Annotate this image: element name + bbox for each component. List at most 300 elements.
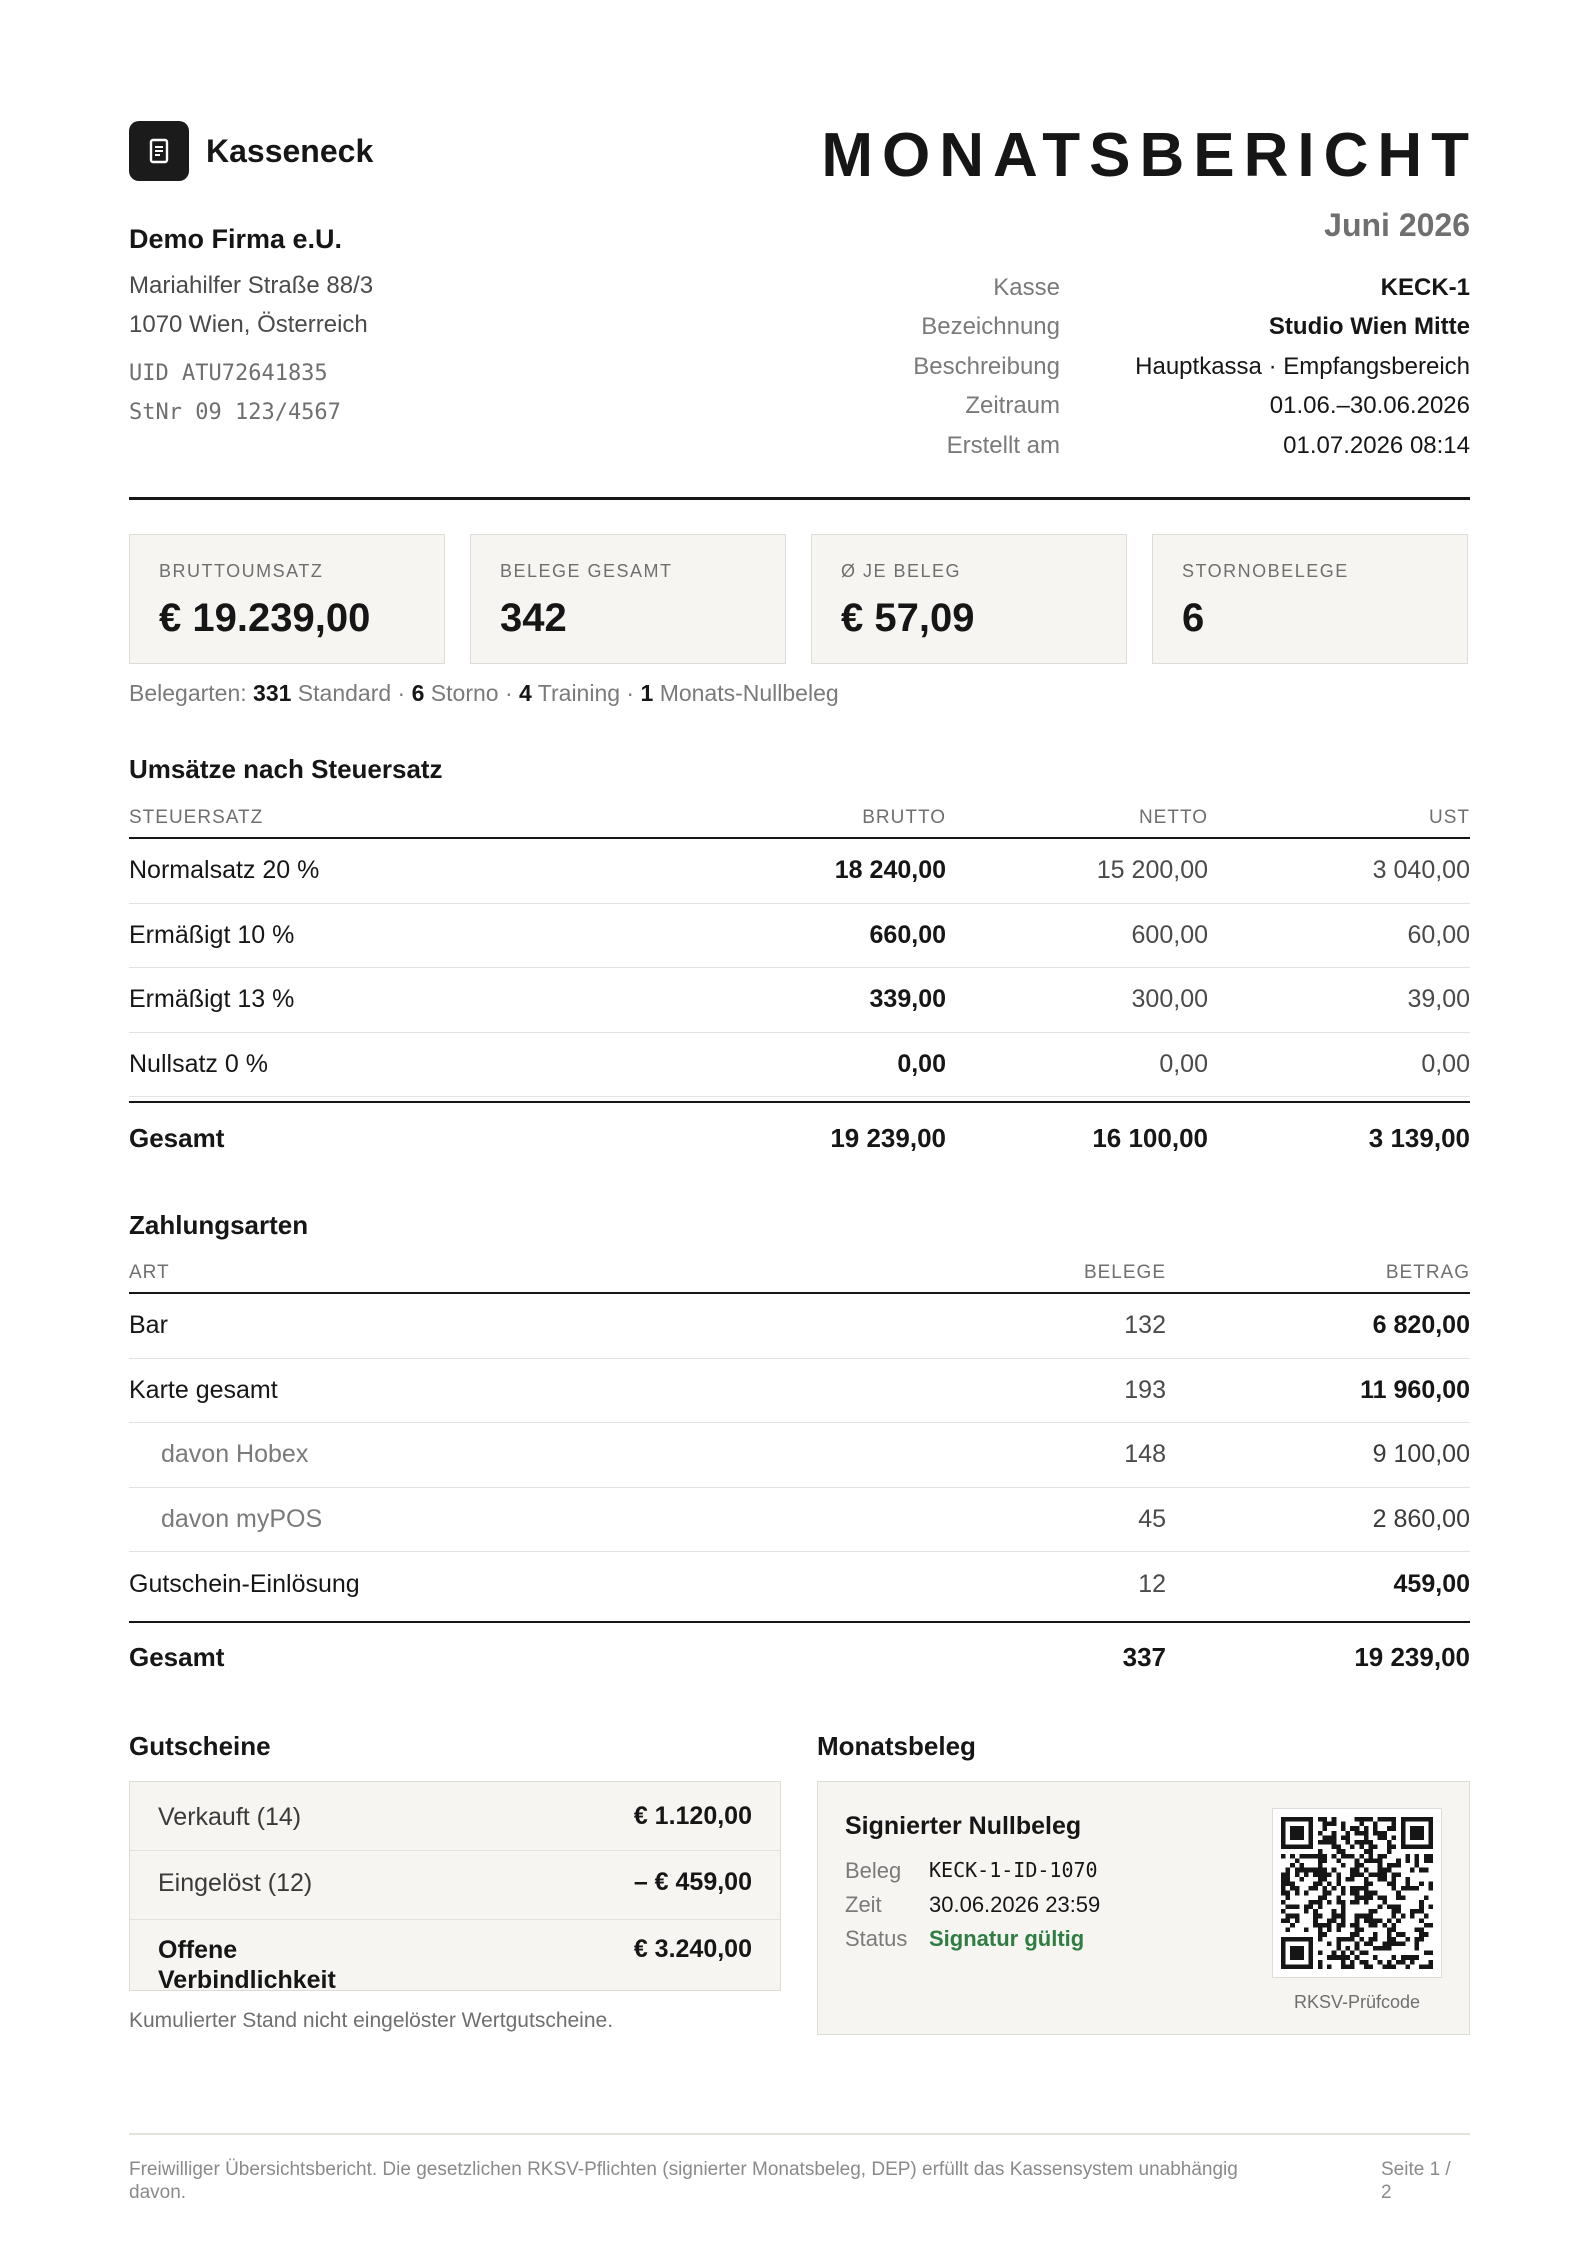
qr-module: [1387, 1881, 1392, 1886]
company-street: Mariahilfer Straße 88/3: [129, 272, 374, 299]
qr-module: [1378, 1872, 1383, 1877]
qr-module: [1355, 1895, 1360, 1900]
receipt-detail-key: Zeit: [845, 1892, 882, 1917]
qr-module: [1419, 1826, 1424, 1831]
kpi-card-cancellations: [1152, 534, 1468, 664]
qr-module: [1419, 1928, 1424, 1933]
tax-gross: 0,00: [897, 1049, 946, 1078]
receipt-type-label: Standard: [297, 680, 392, 706]
qr-module: [1318, 1923, 1323, 1928]
qr-module: [1428, 1960, 1433, 1965]
kpi-value: € 57,09: [841, 596, 975, 640]
qr-module: [1336, 1946, 1341, 1951]
qr-module: [1369, 1895, 1374, 1900]
meta-value: 01.07.2026 08:14: [1283, 431, 1470, 459]
qr-module: [1313, 1909, 1318, 1914]
meta-value: Hauptkassa · Empfangsbereich: [1135, 352, 1470, 380]
table-row: [129, 1423, 1470, 1488]
total-receipts: 337: [1122, 1642, 1166, 1672]
qr-module: [1392, 1886, 1397, 1891]
qr-module: [1392, 1905, 1397, 1910]
tax-table: [129, 798, 1470, 1173]
qr-module: [1392, 1826, 1397, 1831]
qr-module: [1369, 1964, 1374, 1969]
qr-module: [1350, 1900, 1355, 1905]
tax-vat: 60,00: [1407, 920, 1470, 949]
qr-module: [1364, 1918, 1369, 1923]
qr-module: [1341, 1951, 1346, 1956]
qr-module: [1313, 1914, 1318, 1919]
qr-module: [1382, 1817, 1387, 1822]
qr-module: [1378, 1960, 1383, 1965]
qr-module: [1387, 1946, 1392, 1951]
qr-module: [1299, 1845, 1304, 1850]
qr-module: [1281, 1845, 1286, 1850]
table-row: [129, 1552, 1470, 1617]
qr-module: [1355, 1826, 1360, 1831]
kpi-value: 6: [1182, 596, 1205, 640]
qr-module: [1415, 1955, 1420, 1960]
qr-module: [1309, 1960, 1314, 1965]
qr-module: [1373, 1923, 1378, 1928]
qr-module: [1327, 1881, 1332, 1886]
qr-module: [1392, 1914, 1397, 1919]
qr-module: [1286, 1928, 1291, 1933]
qr-module: [1286, 1868, 1291, 1873]
payment-receipts: 148: [1124, 1440, 1166, 1469]
qr-module: [1373, 1909, 1378, 1914]
qr-module: [1345, 1955, 1350, 1960]
qr-module: [1299, 1877, 1304, 1882]
qr-module: [1387, 1964, 1392, 1969]
qr-module: [1428, 1831, 1433, 1836]
qr-module: [1424, 1932, 1429, 1937]
qr-module: [1318, 1877, 1323, 1882]
qr-module: [1373, 1826, 1378, 1831]
qr-module: [1281, 1854, 1286, 1859]
qr-module: [1369, 1858, 1374, 1863]
qr-module: [1415, 1928, 1420, 1933]
qr-module: [1428, 1835, 1433, 1840]
qr-module: [1428, 1817, 1433, 1822]
qr-module: [1295, 1918, 1300, 1923]
qr-module: [1410, 1845, 1415, 1850]
monthly-receipt-box: [817, 1781, 1470, 2035]
qr-module: [1428, 1826, 1433, 1831]
qr-module: [1350, 1923, 1355, 1928]
qr-module: [1318, 1854, 1323, 1859]
qr-module: [1332, 1918, 1337, 1923]
meta-value: KECK-1: [1380, 273, 1470, 301]
kpi-value: € 19.239,00: [159, 596, 371, 640]
table-row: [129, 1294, 1470, 1359]
kpi-label: BRUTTOUMSATZ: [159, 561, 324, 581]
qr-module: [1355, 1923, 1360, 1928]
header-type: ART: [129, 1261, 170, 1283]
qr-module: [1290, 1964, 1295, 1969]
qr-module: [1295, 1914, 1300, 1919]
qr-module: [1290, 1905, 1295, 1910]
qr-module: [1309, 1955, 1314, 1960]
qr-module: [1304, 1964, 1309, 1969]
qr-module: [1364, 1960, 1369, 1965]
qr-module: [1378, 1831, 1383, 1836]
qr-module: [1410, 1886, 1415, 1891]
receipt-detail-value: KECK-1-ID-1070: [929, 1858, 1098, 1882]
qr-module: [1322, 1835, 1327, 1840]
payment-amount: 2 860,00: [1372, 1504, 1470, 1533]
qr-module: [1405, 1964, 1410, 1969]
qr-module: [1364, 1886, 1369, 1891]
qr-module: [1318, 1817, 1323, 1822]
qr-module: [1378, 1863, 1383, 1868]
qr-module: [1313, 1923, 1318, 1928]
qr-module: [1313, 1918, 1318, 1923]
kpi-label: Ø JE BELEG: [841, 561, 962, 581]
qr-module: [1322, 1895, 1327, 1900]
qr-module: [1382, 1946, 1387, 1951]
qr-module: [1350, 1845, 1355, 1850]
payments-total-row: [129, 1621, 1470, 1693]
qr-module: [1428, 1951, 1433, 1956]
qr-module: [1373, 1955, 1378, 1960]
kpi-card-gross-revenue: [129, 534, 445, 664]
receipt-type-label: Monats-Nullbeleg: [659, 680, 839, 706]
qr-module: [1322, 1854, 1327, 1859]
meta-label: Bezeichnung: [921, 313, 1060, 341]
qr-module: [1373, 1946, 1378, 1951]
qr-module: [1401, 1845, 1406, 1850]
page-number: Seite 1 / 2: [1381, 2159, 1451, 2203]
qr-module: [1387, 1840, 1392, 1845]
qr-module: [1392, 1877, 1397, 1882]
qr-module: [1424, 1868, 1429, 1873]
qr-module: [1304, 1891, 1309, 1896]
qr-module: [1382, 1964, 1387, 1969]
meta-label: Zeitraum: [965, 392, 1060, 420]
qr-code-graphic: [1281, 1817, 1433, 1969]
qr-module: [1355, 1872, 1360, 1877]
qr-module: [1290, 1914, 1295, 1919]
report-period: Juni 2026: [1324, 207, 1470, 243]
qr-module: [1281, 1964, 1286, 1969]
qr-module: [1355, 1928, 1360, 1933]
qr-module: [1364, 1964, 1369, 1969]
qr-module: [1355, 1900, 1360, 1905]
qr-module: [1322, 1858, 1327, 1863]
qr-module: [1327, 1891, 1332, 1896]
qr-module: [1415, 1826, 1420, 1831]
qr-module: [1304, 1845, 1309, 1850]
qr-module: [1364, 1877, 1369, 1882]
qr-module: [1341, 1923, 1346, 1928]
qr-module: [1327, 1928, 1332, 1933]
qr-module: [1373, 1858, 1378, 1863]
meta-row: [850, 308, 1470, 348]
qr-module: [1364, 1951, 1369, 1956]
meta-row: [850, 387, 1470, 427]
qr-module: [1309, 1946, 1314, 1951]
qr-module: [1345, 1946, 1350, 1951]
qr-module: [1309, 1886, 1314, 1891]
qr-module: [1359, 1914, 1364, 1919]
qr-module: [1295, 1891, 1300, 1896]
qr-module: [1286, 1877, 1291, 1882]
qr-module: [1369, 1918, 1374, 1923]
qr-module: [1299, 1863, 1304, 1868]
qr-module: [1369, 1941, 1374, 1946]
qr-module: [1419, 1868, 1424, 1873]
qr-module: [1309, 1826, 1314, 1831]
qr-module: [1369, 1872, 1374, 1877]
qr-module: [1378, 1868, 1383, 1873]
qr-module: [1318, 1964, 1323, 1969]
qr-module: [1304, 1817, 1309, 1822]
qr-module: [1369, 1817, 1374, 1822]
kpi-label: BELEGE GESAMT: [500, 561, 673, 581]
qr-module: [1332, 1831, 1337, 1836]
qr-module: [1401, 1932, 1406, 1937]
payment-amount: 459,00: [1393, 1569, 1470, 1598]
qr-module: [1401, 1914, 1406, 1919]
qr-module: [1318, 1932, 1323, 1937]
qr-module: [1345, 1877, 1350, 1882]
voucher-label: Offene Verbindlichkeit: [158, 1936, 336, 1994]
meta-value: 01.06.–30.06.2026: [1269, 392, 1470, 420]
receipt-detail-key: Beleg: [845, 1858, 902, 1883]
qr-module: [1336, 1914, 1341, 1919]
payment-type: Karte gesamt: [129, 1375, 278, 1404]
qr-module: [1405, 1955, 1410, 1960]
qr-module: [1286, 1914, 1291, 1919]
qr-module: [1415, 1946, 1420, 1951]
qr-module: [1281, 1941, 1286, 1946]
tax-net: 15 200,00: [1096, 856, 1208, 885]
qr-module: [1299, 1955, 1304, 1960]
qr-module: [1364, 1941, 1369, 1946]
qr-module: [1364, 1900, 1369, 1905]
qr-module: [1373, 1932, 1378, 1937]
voucher-label: Eingelöst (12): [158, 1869, 313, 1897]
qr-module: [1396, 1960, 1401, 1965]
qr-module: [1345, 1835, 1350, 1840]
qr-module: [1336, 1941, 1341, 1946]
qr-module: [1373, 1937, 1378, 1942]
qr-module: [1313, 1900, 1318, 1905]
table-row: [129, 1359, 1470, 1424]
qr-module: [1304, 1872, 1309, 1877]
tax-gross: 660,00: [869, 920, 946, 949]
qr-module: [1345, 1831, 1350, 1836]
meta-row: [850, 426, 1470, 466]
qr-module: [1327, 1840, 1332, 1845]
qr-module: [1392, 1964, 1397, 1969]
qr-module: [1341, 1955, 1346, 1960]
qr-module: [1332, 1951, 1337, 1956]
qr-module: [1392, 1928, 1397, 1933]
qr-module: [1359, 1937, 1364, 1942]
qr-module: [1290, 1863, 1295, 1868]
qr-module: [1318, 1868, 1323, 1873]
qr-module: [1382, 1854, 1387, 1859]
qr-module: [1373, 1831, 1378, 1836]
qr-module: [1327, 1923, 1332, 1928]
qr-module: [1295, 1872, 1300, 1877]
qr-module: [1350, 1937, 1355, 1942]
qr-module: [1281, 1886, 1286, 1891]
qr-module: [1428, 1886, 1433, 1891]
vouchers-note: Kumulierter Stand nicht eingelöster Wertgutscheine.: [129, 2009, 614, 2032]
qr-module: [1364, 1817, 1369, 1822]
qr-module: [1290, 1854, 1295, 1859]
qr-module: [1295, 1845, 1300, 1850]
receipt-type-count: 1: [640, 680, 654, 706]
qr-module: [1428, 1858, 1433, 1863]
qr-module: [1401, 1960, 1406, 1965]
tax-total-row: [129, 1101, 1470, 1173]
qr-module: [1387, 1817, 1392, 1822]
qr-module: [1424, 1817, 1429, 1822]
qr-module: [1286, 1817, 1291, 1822]
qr-module: [1401, 1840, 1406, 1845]
qr-module: [1415, 1863, 1420, 1868]
kpi-cards: [129, 534, 1470, 664]
monthly-receipt-box-title: Signierter Nullbeleg: [845, 1812, 1082, 1840]
header-receipts: BELEGE: [1083, 1261, 1166, 1283]
qr-module: [1410, 1817, 1415, 1822]
qr-module: [1281, 1891, 1286, 1896]
qr-module: [1392, 1937, 1397, 1942]
qr-module: [1373, 1891, 1378, 1896]
qr-module: [1410, 1914, 1415, 1919]
qr-module: [1387, 1868, 1392, 1873]
qr-module: [1322, 1932, 1327, 1937]
qr-module: [1318, 1872, 1323, 1877]
qr-module: [1281, 1872, 1286, 1877]
qr-module: [1369, 1923, 1374, 1928]
table-row: [129, 968, 1470, 1033]
qr-module: [1419, 1937, 1424, 1942]
qr-module: [1332, 1868, 1337, 1873]
receipt-detail-row: [845, 1858, 1098, 1884]
qr-module: [1295, 1946, 1300, 1951]
qr-module: [1295, 1964, 1300, 1969]
qr-module: [1382, 1835, 1387, 1840]
qr-module: [1281, 1951, 1286, 1956]
payments-table-header: [129, 1253, 1470, 1294]
qr-module: [1415, 1909, 1420, 1914]
receipt-type-count: 4: [519, 680, 532, 706]
qr-module: [1373, 1918, 1378, 1923]
qr-module: [1401, 1835, 1406, 1840]
qr-module: [1355, 1918, 1360, 1923]
qr-module: [1336, 1849, 1341, 1854]
qr-module: [1286, 1891, 1291, 1896]
qr-module: [1415, 1831, 1420, 1836]
qr-module: [1318, 1951, 1323, 1956]
qr-module: [1281, 1877, 1286, 1882]
qr-module: [1355, 1868, 1360, 1873]
voucher-value: – € 459,00: [633, 1868, 752, 1896]
qr-module: [1392, 1923, 1397, 1928]
qr-module: [1286, 1845, 1291, 1850]
qr-module: [1281, 1909, 1286, 1914]
qr-module: [1424, 1895, 1429, 1900]
qr-module: [1405, 1937, 1410, 1942]
qr-module: [1286, 1964, 1291, 1969]
qr-module: [1281, 1831, 1286, 1836]
voucher-label: Verkauft (14): [158, 1803, 302, 1831]
qr-module: [1313, 1881, 1318, 1886]
qr-module: [1378, 1854, 1383, 1859]
list-item: [130, 1851, 780, 1920]
footer-divider: [129, 2133, 1470, 2135]
qr-module: [1318, 1858, 1323, 1863]
qr-module: [1327, 1872, 1332, 1877]
qr-module: [1387, 1937, 1392, 1942]
qr-module: [1304, 1937, 1309, 1942]
qr-module: [1309, 1840, 1314, 1845]
qr-module: [1369, 1849, 1374, 1854]
qr-module: [1359, 1895, 1364, 1900]
qr-module: [1281, 1817, 1286, 1822]
qr-module: [1401, 1895, 1406, 1900]
qr-module: [1295, 1905, 1300, 1910]
qr-module: [1299, 1831, 1304, 1836]
qr-module: [1322, 1868, 1327, 1873]
qr-module: [1309, 1831, 1314, 1836]
payment-type: Gutschein-Einlösung: [129, 1569, 360, 1598]
qr-module: [1345, 1964, 1350, 1969]
qr-module: [1290, 1845, 1295, 1850]
tax-rate: Nullsatz 0 %: [129, 1049, 268, 1078]
meta-row: [850, 268, 1470, 308]
qr-module: [1290, 1835, 1295, 1840]
qr-module: [1396, 1932, 1401, 1937]
qr-module: [1410, 1835, 1415, 1840]
qr-module: [1378, 1895, 1383, 1900]
qr-module: [1295, 1886, 1300, 1891]
qr-module: [1341, 1854, 1346, 1859]
qr-module: [1359, 1840, 1364, 1845]
qr-module: [1396, 1891, 1401, 1896]
qr-module: [1281, 1826, 1286, 1831]
qr-module: [1332, 1909, 1337, 1914]
payment-receipts: 12: [1138, 1569, 1166, 1598]
qr-module: [1281, 1835, 1286, 1840]
qr-caption: RKSV-Prüfcode: [1293, 1992, 1421, 2012]
qr-module: [1428, 1822, 1433, 1827]
qr-module: [1318, 1937, 1323, 1942]
qr-module: [1309, 1845, 1314, 1850]
qr-module: [1318, 1831, 1323, 1836]
qr-module: [1350, 1872, 1355, 1877]
qr-module: [1327, 1900, 1332, 1905]
qr-module: [1318, 1849, 1323, 1854]
qr-module: [1396, 1858, 1401, 1863]
qr-module: [1336, 1937, 1341, 1942]
qr-module: [1419, 1909, 1424, 1914]
qr-module: [1392, 1822, 1397, 1827]
qr-module: [1428, 1881, 1433, 1886]
qr-module: [1382, 1900, 1387, 1905]
qr-module: [1415, 1845, 1420, 1850]
tax-rate: Ermäßigt 13 %: [129, 985, 295, 1014]
qr-module: [1382, 1831, 1387, 1836]
qr-module: [1415, 1858, 1420, 1863]
qr-module: [1359, 1845, 1364, 1850]
meta-row: [850, 347, 1470, 387]
